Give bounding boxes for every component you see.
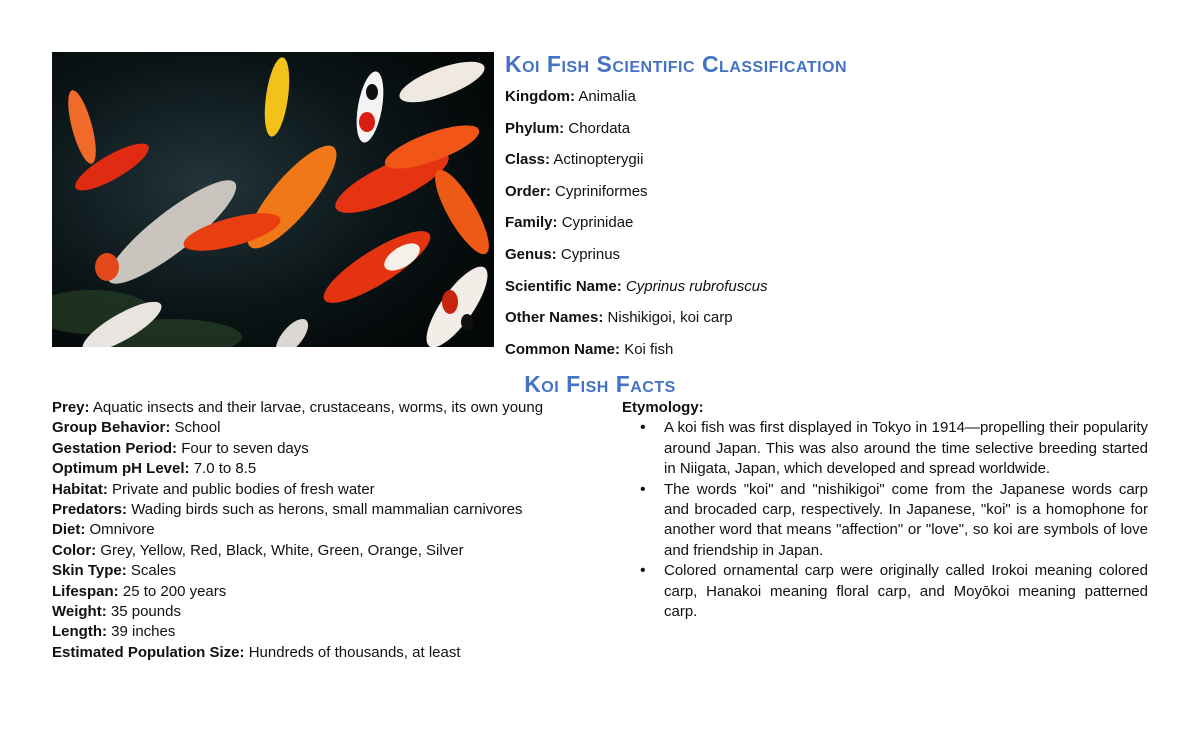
fact-row [52,500,612,520]
etymology-item: • The words "koi" and "nishikigoi" come from the Japanese words carp and brocaded carp, respectively. In Japanese, "koi" is a homophone for another word that means "affection" or "love", so koi are symbols of love and friendship in Japan. [622,480,1148,562]
row-label: Genus: [505,245,557,263]
etymology-label: Etymology: [622,399,704,416]
fact-row [52,480,612,500]
etymology-section [622,398,1148,622]
fact-row [52,439,612,459]
fact-label: Prey: [52,399,90,416]
row-value: Nishikigoi, koi carp [607,309,733,327]
fact-row [52,398,612,418]
row-value: Cyprinidae [561,214,634,232]
classification-row-common-name [505,340,1165,359]
fact-row [52,418,612,438]
classification-row-other-names [505,308,1165,327]
fact-row [52,602,612,622]
fact-value: 39 inches [111,623,176,641]
fact-row [52,541,612,561]
fact-value: School [174,419,221,437]
row-label: Phylum: [505,119,565,137]
fact-value: 7.0 to 8.5 [193,460,257,478]
etymology-item: • A koi fish was first displayed in Tokyo in 1914—propelling their popularity around Japan. This was also around the time selective breeding started in Niigata, Japan, which developed and spread worldwide. [622,418,1148,479]
fact-row [52,643,612,663]
row-value: Chordata [568,119,631,137]
row-value: Cyprinus rubrofuscus [625,277,768,295]
row-value: Animalia [578,88,636,105]
koi-fish-photo [52,52,494,347]
fact-label: Predators: [52,501,128,519]
classification-section [505,50,1165,371]
fact-label: Lifespan: [52,582,119,600]
row-value: Cypriniformes [555,182,648,200]
fact-label: Color: [52,541,97,559]
fact-label: Gestation Period: [52,439,178,457]
fact-value: Wading birds such as herons, small mammalian carnivores [131,501,523,519]
fact-label: Optimum pH Level: [52,460,190,478]
classification-title: Koi Fish Scientific Classification [505,51,848,77]
classification-row-phylum [505,119,1165,138]
fact-value: Hundreds of thousands, at least [248,643,461,661]
facts-list [52,398,612,663]
fact-value: Omnivore [89,521,155,539]
fact-row [52,561,612,581]
row-label: Class: [505,151,551,169]
classification-row-family [505,213,1165,232]
fact-value: Four to seven days [181,439,309,457]
classification-row-kingdom [505,87,1165,106]
fact-label: Estimated Population Size: [52,643,245,661]
classification-row-order [505,182,1165,201]
row-label: Order: [505,182,551,200]
fact-row [52,520,612,540]
row-label: Other Names: [505,309,604,327]
classification-row-scientific-name [505,277,1165,296]
row-value: Actinopterygii [553,151,644,169]
fact-value: Aquatic insects and their larvae, crustaceans, worms, its own young [92,399,544,416]
fact-row [52,582,612,602]
row-value: Koi fish [624,340,674,358]
fact-row [52,622,612,642]
fact-label: Group Behavior: [52,419,171,437]
row-value: Cyprinus [560,245,621,263]
fact-label: Diet: [52,521,86,539]
fact-value: Grey, Yellow, Red, Black, White, Green, Orange, Silver [100,541,464,559]
classification-row-class [505,150,1165,169]
fact-label: Length: [52,623,107,641]
etymology-list [622,418,1148,622]
facts-title: Koi Fish Facts [524,371,676,397]
fact-value: Private and public bodies of fresh water [112,480,375,498]
fact-value: 25 to 200 years [122,582,227,600]
fact-row [52,459,612,479]
fact-label: Weight: [52,603,107,621]
row-label: Common Name: [505,340,621,358]
row-label: Scientific Name: [505,277,622,295]
fact-label: Skin Type: [52,562,127,580]
fact-value: Scales [130,562,176,580]
classification-row-genus [505,245,1165,264]
row-label: Kingdom: [505,88,575,105]
fact-value: 35 pounds [110,603,181,621]
fact-label: Habitat: [52,480,108,498]
etymology-item: • Colored ornamental carp were originally called Irokoi meaning colored carp, Hanakoi meaning floral carp, and Moyōkoi meaning patterned carp. [622,561,1148,622]
row-label: Family: [505,214,558,232]
